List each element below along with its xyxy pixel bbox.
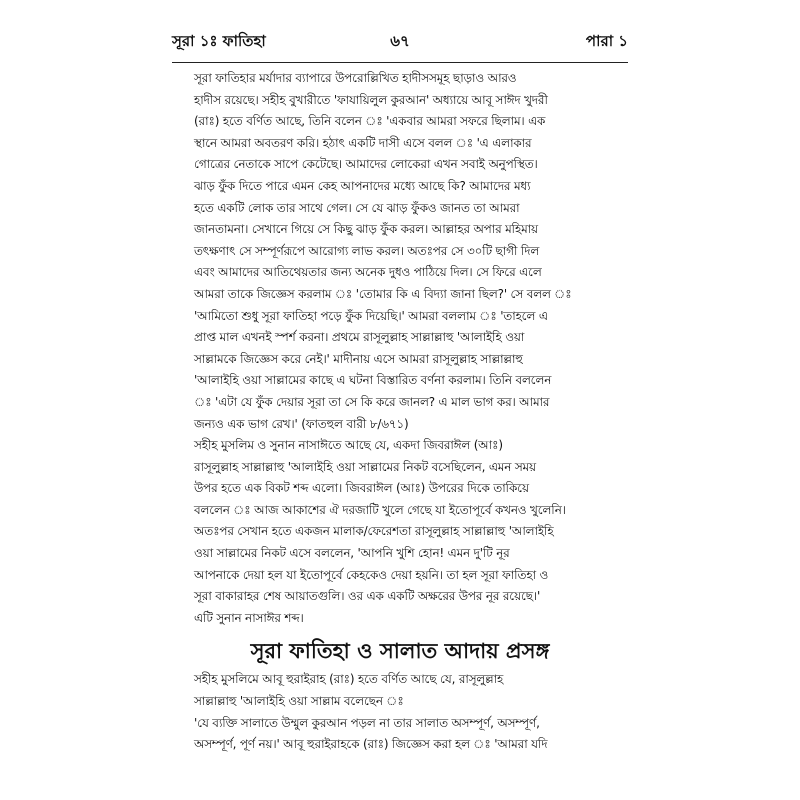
text-line: স্থানে আমরা অবতরণ করি। হঠাৎ একটি দাসী এসে বলল ঃ 'এ এলাকার (194, 135, 532, 150)
page-body (172, 68, 628, 756)
text-line: ঃ 'এটা যে ফুঁক দেয়ার সূরা তা সে কি করে জানল? এ মাল ভাগ কর। আমার (194, 394, 550, 409)
text-line: জানতামনা। সেখানে গিয়ে সে কিছু ঝাড় ফুঁক করল। আল্লাহর অপার মহিমায় (194, 222, 538, 237)
text-line: অসম্পূর্ণ, পূর্ণ নয়।' আবূ হুরাইরাহকে (রাঃ) জিজ্ঞেস করা হল ঃ 'আমরা যদি (194, 737, 548, 752)
para-label: পারা ১ (585, 32, 628, 50)
paragraph-3 (172, 669, 628, 712)
paragraph-4 (172, 713, 628, 756)
text-line: সাল্লাল্লাহু 'আলাইহি ওয়া সাল্লাম বলেছেন ঃ (194, 694, 404, 709)
text-line: আমরা তাকে জিজ্ঞেস করলাম ঃ 'তোমার কি এ বিদ্যা জানা ছিল?' সে বলল ঃ (194, 286, 572, 301)
section-heading: সূরা ফাতিহা ও সালাত আদায় প্রসঙ্গ (250, 639, 550, 664)
text-line: হতে একটি লোক তার সাথে গেল। সে যে ঝাড় ফুঁকও জানত তা আমরা (194, 200, 520, 215)
text-line: গোত্রের নেতাকে সাপে কেটেছে। আমাদের লোকেরা এখন সবাই অনুপস্থিত। (194, 157, 538, 172)
text-line: 'আলাইহি ওয়া সাল্লামের কাছে এ ঘটনা বিস্তারিত বর্ণনা করলাম। তিনি বললেন (194, 373, 552, 388)
header-rule (172, 62, 628, 63)
text-line: ঝাড় ফুঁক দিতে পারে এমন কেহ আপনাদের মধ্যে আছে কি? আমাদের মধ্য (194, 178, 531, 193)
text-line: জন্যও এক ভাগ রেখ।' (ফাতহুল বারী ৮/৬৭১) (194, 416, 409, 431)
text-line: (রাঃ) হতে বর্ণিত আছে, তিনি বলেন ঃ 'একবার আমরা সফরে ছিলাম। এক (194, 114, 546, 129)
paragraph-1 (172, 68, 628, 435)
text-line: 'যে ব্যক্তি সালাতে উম্মুল কুরআন পড়ল না তার সালাত অসম্পূর্ণ, অসম্পূর্ণ, (194, 715, 540, 730)
text-line: অতঃপর সেখান হতে একজন মালাক/ফেরেশতা রাসূলুল্লাহ সাল্লাল্লাহু 'আলাইহি (194, 524, 554, 539)
text-line: এটি সুনান নাসাঈর শব্দ। (194, 610, 304, 625)
surah-title: সূরা ১ঃ ফাতিহা (172, 32, 266, 50)
text-line: সহীহ মুসলিমে আবূ হুরাইরাহ (রাঃ) হতে বর্ণিত আছে যে, রাসূলুল্লাহ (194, 672, 504, 687)
paragraph-2 (172, 435, 628, 629)
text-line: সূরা বাকারাহর শেষ আয়াতগুলি। ওর এক একটি অক্ষরের উপর নূর রয়েছে।' (194, 589, 541, 604)
text-line: ওয়া সাল্লামের নিকট এসে বললেন, 'আপনি খুশি হোন! এমন দু'টি নূর (194, 546, 510, 561)
text-line: বললেন ঃ আজ আকাশের ঐ দরজাটি খুলে গেছে যা ইতোপূর্বে কখনও খুলেনি। (194, 502, 566, 517)
text-line: উপর হতে এক বিকট শব্দ এলো। জিবরাঈল (আঃ) উপরের দিকে তাকিয়ে (194, 481, 529, 496)
text-line: এবং আমাদের আতিথেয়তার জন্য অনেক দুধও পাঠিয়ে দিল। সে ফিরে এলে (194, 265, 542, 280)
text-line: সহীহ মুসলিম ও সুনান নাসাঈতে আছে যে, একদা জিবরাঈল (আঃ) (194, 438, 503, 453)
page-number: ৬৭ (390, 32, 410, 50)
text-line: রাসূলুল্লাহ সাল্লাল্লাহু 'আলাইহি ওয়া সাল্লামের নিকট বসেছিলেন, এমন সময় (194, 459, 536, 474)
text-line: আপনাকে দেয়া হল যা ইতোপূর্বে কেহকেও দেয়া হয়নি। তা হল সূরা ফাতিহা ও (194, 567, 549, 582)
text-line: প্রাপ্ত মাল এখনই স্পর্শ করনা। প্রথমে রাসূলুল্লাহ সাল্লাল্লাহু 'আলাইহি ওয়া (194, 330, 525, 345)
text-line: সাল্লামকে জিজ্ঞেস করে নেই।' মাদীনায় এসে আমরা রাসূলুল্লাহ সাল্লাল্লাহু (194, 351, 523, 366)
text-line: 'আমিতো শুধু সূরা ফাতিহা পড়ে ফুঁক দিয়েছি।' আমরা বললাম ঃ 'তাহলে এ (194, 308, 548, 323)
text-line: সূরা ফাতিহার মর্যাদার ব্যাপারে উপরোল্লিখিত হাদীসসমূহ ছাড়াও আরও (194, 71, 517, 85)
text-line: হাদীস রয়েছে। সহীহ বুখারীতে 'ফাযায়িলুল কুরআন' অধ্যায়ে আবূ সাঈদ খুদরী (194, 92, 548, 107)
text-line: তৎক্ষণাৎ সে সম্পূর্ণরূপে আরোগ্য লাভ করল। অতঃপর সে ৩০টি ছাগী দিল (194, 243, 540, 258)
page-header (172, 30, 628, 52)
